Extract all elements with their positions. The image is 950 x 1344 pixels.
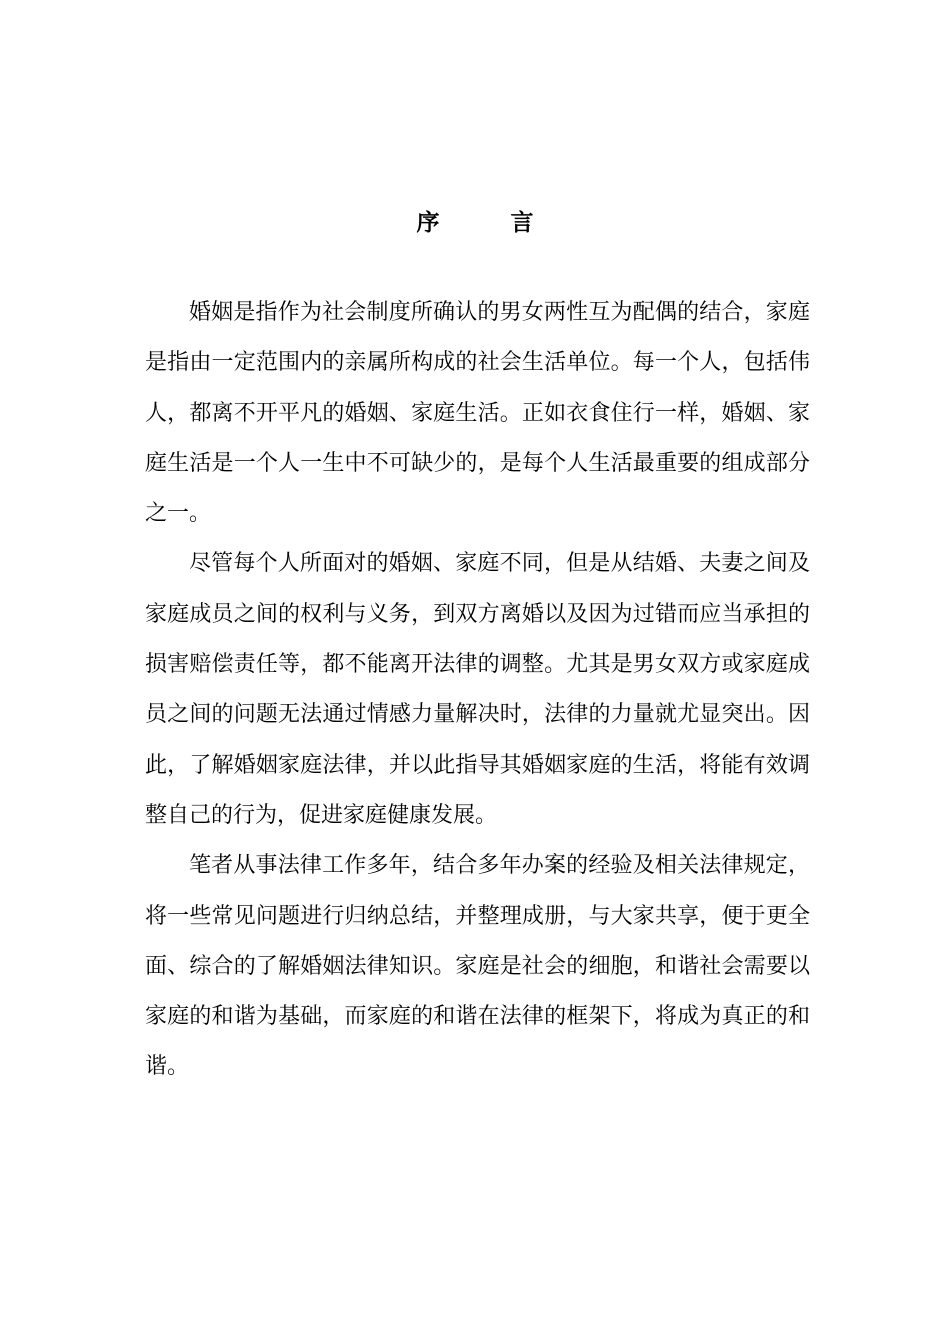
page-title: 序 言 [416,209,558,236]
paragraph-3: 笔者从事法律工作多年，结合多年办案的经验及相关法律规定，将一些常见问题进行归纳总结，并整理成册，与大家共享，便于更全面、综合的了解婚姻法律知识。家庭是社会的细胞，和谐社会需要以家庭的和谐为基础，而家庭的和谐在法律的框架下，将成为真正的和谐。 [145,853,810,1080]
paragraph-1: 婚姻是指作为社会制度所确认的男女两性互为配偶的结合，家庭是指由一定范围内的亲属所构成的社会生活单位。每一个人，包括伟人，都离不开平凡的婚姻、家庭生活。正如衣食住行一样，婚姻、家庭生活是一个人一生中不可缺少的，是每个人生活最重要的组成部分之一。 [145,300,810,527]
preface-body [145,288,810,1093]
paragraph-2: 尽管每个人所面对的婚姻、家庭不同，但是从结婚、夫妻之间及家庭成员之间的权利与义务，到双方离婚以及因为过错而应当承担的损害赔偿责任等，都不能离开法律的调整。尤其是男女双方或家庭成员之间的问题无法通过情感力量解决时，法律的力量就尤显突出。因此，了解婚姻家庭法律，并以此指导其婚姻家庭的生活，将能有效调整自己的行为，促进家庭健康发展。 [145,551,810,828]
